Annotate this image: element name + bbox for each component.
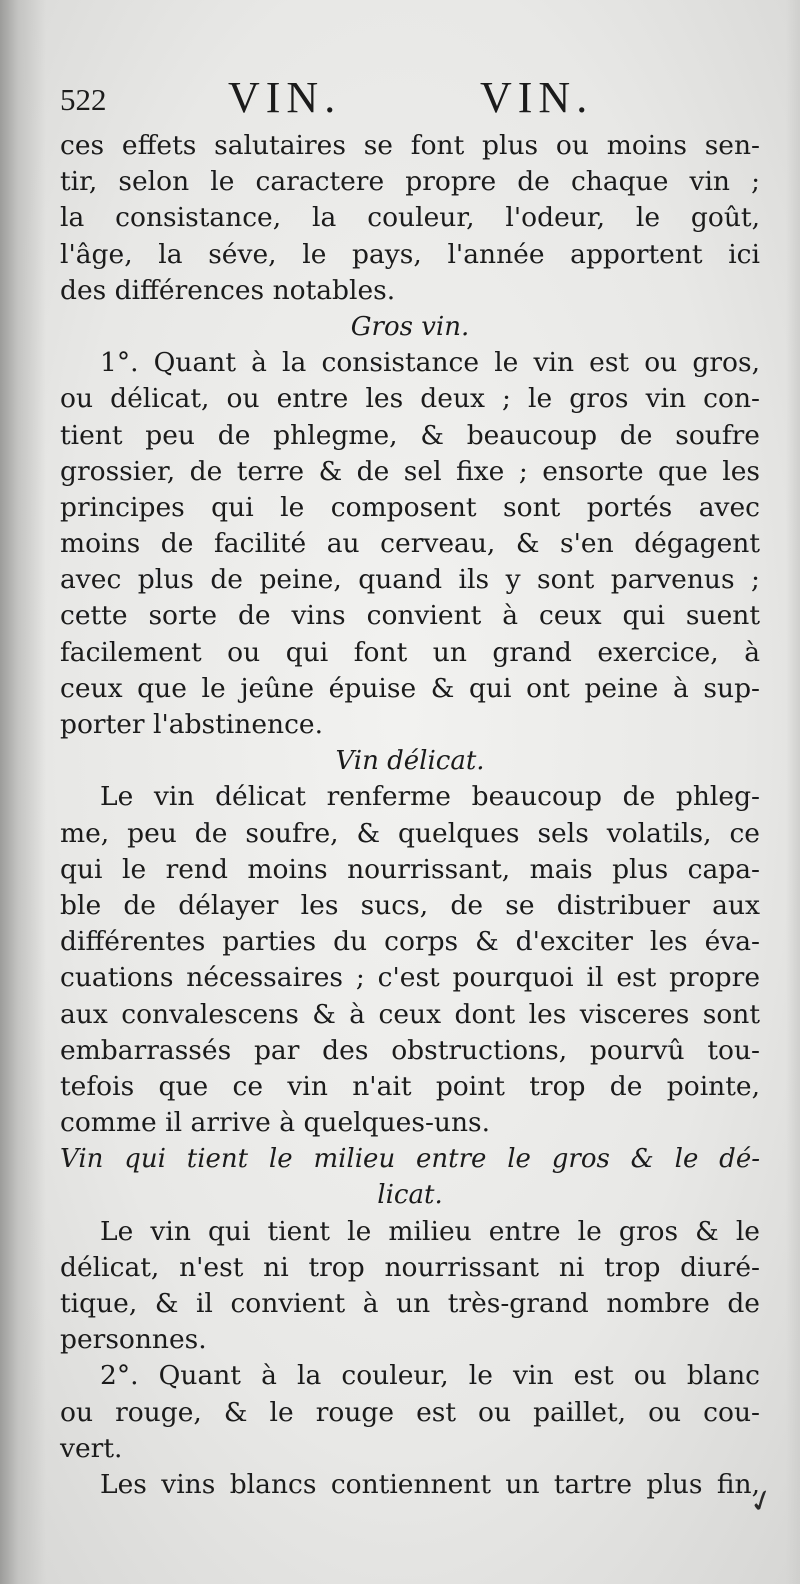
section-heading: Gros vin. — [350, 311, 470, 342]
text-line: ceux que le jeûne épuise & qui ont peine à sup- — [60, 672, 760, 704]
text-line: me, peu de soufre, & quelques sels volatils, ce — [60, 817, 760, 849]
text-line: Les vins blancs contiennent un tartre plus fin, — [100, 1468, 760, 1500]
text-line: comme il arrive à quelques-uns. — [60, 1107, 491, 1139]
text-line: Le vin délicat renferme beaucoup de phleg- — [100, 781, 760, 813]
text-line: embarrassés par des obstructions, pourvû tou- — [60, 1034, 760, 1066]
text-line: délicat, n'est ni trop nourrissant ni trop diuré- — [60, 1251, 760, 1283]
text-line: tique, & il convient à un très-grand nombre de — [60, 1288, 760, 1319]
body-text — [60, 128, 760, 1503]
text-line: moins de facilité au cerveau, & s'en dégagent — [60, 528, 760, 560]
text-line: des différences notables. — [60, 274, 396, 306]
text-line: tir, selon le caractere propre de chaque vin ; — [60, 166, 760, 198]
text-line: Le vin qui tient le milieu entre le gros & le — [100, 1215, 760, 1247]
text-line: porter l'abstinence. — [60, 709, 324, 740]
text-line: grossier, de terre & de sel fixe ; ensorte que les — [60, 455, 760, 487]
binding-shadow — [0, 0, 46, 1584]
running-header — [60, 72, 760, 128]
text-line: vert. — [60, 1432, 123, 1464]
section-heading: Vin délicat. — [335, 746, 485, 777]
running-head-left: VIN. — [228, 73, 342, 122]
page-number: 522 — [60, 82, 107, 117]
text-line: ces effets salutaires se font plus ou moins sen- — [60, 130, 760, 161]
section-heading: Vin qui tient le milieu entre le gros & le dé- — [60, 1144, 760, 1175]
text-line: qui le rend moins nourrissant, mais plus capa- — [60, 853, 760, 885]
text-line: principes qui le composent sont portés avec — [60, 491, 760, 523]
ink-mark: ✓ — [744, 1481, 780, 1523]
text-line: cuations nécessaires ; c'est pourquoi il est propre — [60, 962, 760, 994]
text-line: 2°. Quant à la couleur, le vin est ou blanc — [100, 1360, 760, 1392]
text-line: 1°. Quant à la consistance le vin est ou gros, — [100, 347, 760, 379]
text-line: tefois que ce vin n'ait point trop de pointe, — [60, 1070, 760, 1102]
running-head-right: VIN. — [480, 73, 594, 122]
page-edge — [786, 0, 800, 1584]
text-line: tient peu de phlegme, & beaucoup de soufre — [60, 419, 760, 451]
text-line: cette sorte de vins convient à ceux qui suent — [60, 600, 760, 632]
section-heading: licat. — [377, 1180, 443, 1211]
text-line: ou délicat, ou entre les deux ; le gros vin con- — [60, 383, 760, 415]
text-line: ou rouge, & le rouge est ou paillet, ou cou- — [60, 1396, 760, 1428]
text-line: ble de délayer les sucs, de se distribuer aux — [60, 889, 760, 921]
text-line: avec plus de peine, quand ils y sont parvenus ; — [60, 564, 760, 596]
text-line: différentes parties du corps & d'exciter les éva- — [60, 926, 760, 958]
text-line: personnes. — [60, 1324, 207, 1356]
text-line: aux convalescens & à ceux dont les visceres sont — [60, 998, 760, 1030]
text-line: la consistance, la couleur, l'odeur, le goût, — [60, 202, 760, 234]
page-text — [60, 72, 760, 1503]
text-line: l'âge, la séve, le pays, l'année apportent ici — [60, 238, 760, 270]
text-line: facilement ou qui font un grand exercice, à — [60, 636, 760, 668]
